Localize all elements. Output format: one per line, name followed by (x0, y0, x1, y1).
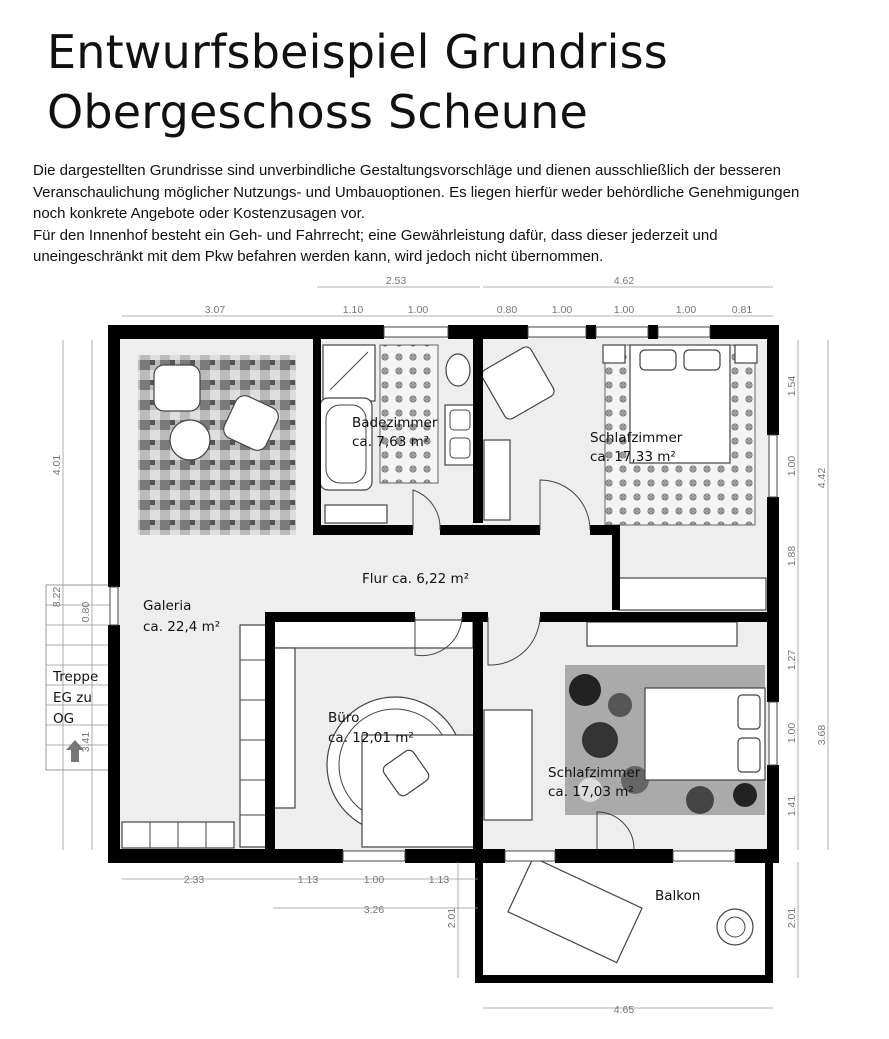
dim-label: 1.00 (407, 304, 429, 316)
dim-label: 1.54 (786, 375, 798, 397)
dim-label: 2.33 (183, 874, 205, 886)
disclaimer-line-2: Veranschaulichung möglicher Nutzungs- und Umbauoptionen. Es liegen hierfür weder behördliche Genehmigungen (33, 183, 800, 201)
dim-label: 1.13 (428, 874, 450, 886)
dim-label: 1.00 (786, 722, 798, 744)
nightstand (603, 345, 625, 363)
dim-label: 1.10 (342, 304, 364, 316)
room-name: Flur ca. 6,22 m² (362, 571, 470, 587)
bookshelf (240, 625, 266, 847)
dim-label: 3.26 (363, 904, 385, 916)
dim-label: 3.07 (204, 304, 226, 316)
bbq-grill-icon (717, 909, 753, 945)
room-name: Schlafzimmer (590, 430, 683, 446)
room-area: ca. 7,63 m² (352, 434, 430, 450)
dim-label: 4.62 (613, 275, 635, 287)
dim-label: 1.88 (786, 545, 798, 567)
armchair-icon (154, 365, 200, 411)
office-side-shelf (273, 648, 295, 808)
room-area: ca. 17,33 m² (590, 449, 676, 465)
dim-label: 4.42 (816, 467, 828, 489)
toilet-icon (446, 354, 470, 386)
dim-label: 3.41 (80, 731, 92, 753)
dim-label: 1.13 (297, 874, 319, 886)
room-area: ca. 17,03 m² (548, 784, 634, 800)
dim-label: 1.00 (675, 304, 697, 316)
title-line-2: Obergeschoss Scheune (47, 85, 588, 139)
room-area: ca. 22,4 m² (143, 619, 221, 635)
room-name: Galeria (143, 598, 192, 614)
title-line-1: Entwurfsbeispiel Grundriss (47, 25, 668, 79)
room-name: Büro (328, 710, 360, 726)
disclaimer-line-4: Für den Innenhof besteht ein Geh- und Fahrrecht; eine Gewährleistung dafür, dass dieser jederzeit und (33, 226, 718, 244)
dim-label: 0.80 (80, 601, 92, 623)
dim-label: 2.01 (786, 907, 798, 929)
dim-label: 1.41 (786, 795, 798, 817)
dim-label: 4.65 (613, 1004, 635, 1016)
stair-label: EG zu (53, 690, 92, 706)
dim-label: 1.00 (786, 455, 798, 477)
room-area: ca. 12,01 m² (328, 730, 414, 746)
disclaimer-line-3: noch konkrete Angebote oder Kostenzusagen vor. (33, 205, 365, 222)
dim-label: 1.00 (551, 304, 573, 316)
dim-label: 2.53 (385, 275, 407, 287)
bath-cabinet (325, 505, 387, 523)
nightstand (735, 345, 757, 363)
dresser (484, 440, 510, 520)
wardrobe (618, 578, 766, 610)
room-name: Balkon (655, 888, 701, 904)
dim-label: 3.68 (816, 724, 828, 746)
disclaimer-line-5: uneingeschränkt mit dem Pkw befahren werden kann, wird jedoch nicht übernommen. (33, 248, 604, 265)
dim-label: 0.81 (731, 304, 753, 316)
dim-label: 0.80 (496, 304, 518, 316)
dim-label: 2.01 (446, 907, 458, 929)
room-name: Badezimmer (352, 415, 438, 431)
wardrobe (587, 622, 737, 646)
stair-label: Treppe (53, 669, 99, 685)
dim-label: 1.00 (613, 304, 635, 316)
stair-label: OG (53, 711, 75, 727)
room-name: Schlafzimmer (548, 765, 641, 781)
dim-label: 1.27 (786, 649, 798, 671)
dim-label: 8.22 (51, 586, 63, 608)
bath-rug (380, 345, 438, 483)
dim-label: 1.00 (363, 874, 385, 886)
dim-label: 4.01 (51, 454, 63, 476)
desk (362, 735, 474, 847)
disclaimer-line-1: Die dargestellten Grundrisse sind unverbindliche Gestaltungsvorschläge und dienen ausschließlich der besseren (33, 162, 781, 179)
desk (484, 710, 532, 820)
office-wall-shelf (273, 620, 473, 648)
side-table-icon (170, 420, 210, 460)
